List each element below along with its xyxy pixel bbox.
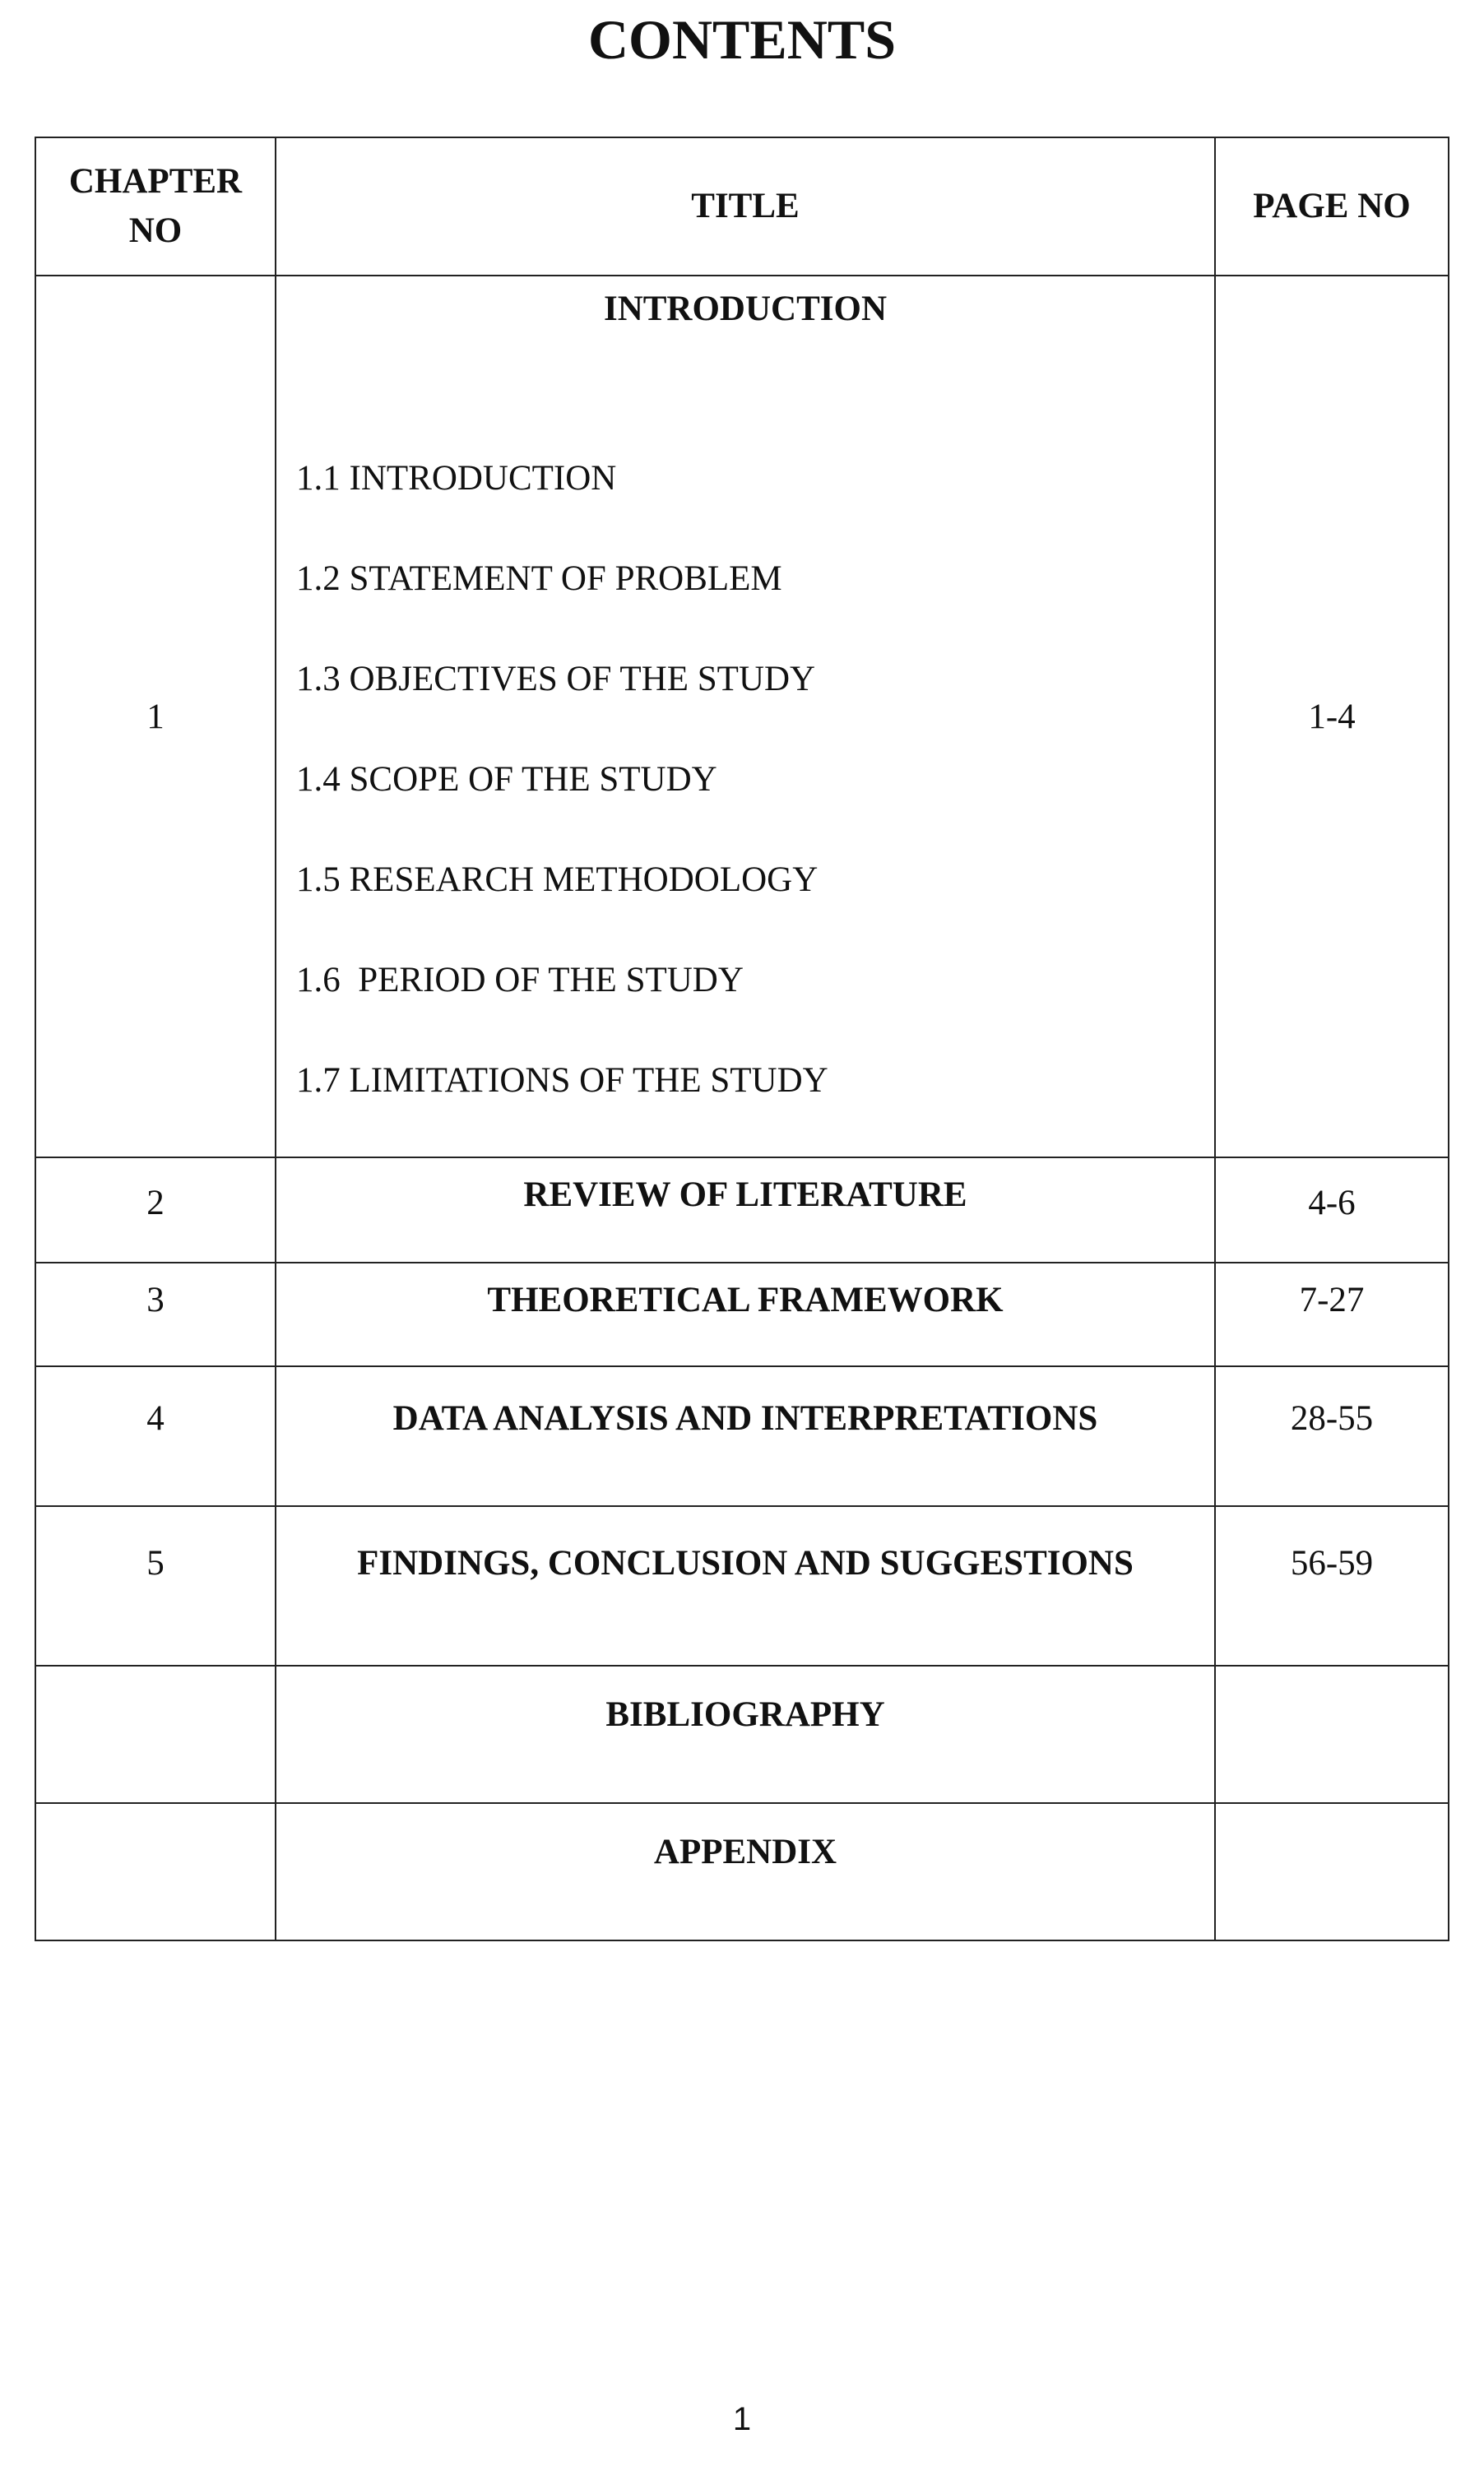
header-page-no: PAGE NO — [1215, 137, 1449, 276]
table-row — [35, 1803, 1449, 1940]
page-range — [1215, 1803, 1449, 1940]
header-title: TITLE — [276, 137, 1215, 276]
section-item: 1.1 INTRODUCTION — [296, 459, 617, 498]
section-item: 1.2 STATEMENT OF PROBLEM — [296, 559, 782, 598]
page-range — [1215, 1666, 1449, 1803]
table-row — [35, 1506, 1449, 1666]
chapter-title: REVIEW OF LITERATURE — [276, 1157, 1215, 1263]
chapter-title: INTRODUCTION — [603, 290, 888, 328]
contents-table — [35, 137, 1449, 1941]
table-row — [35, 1263, 1449, 1366]
page-number: 1 — [732, 2401, 752, 2437]
chapter-number: 1 — [35, 276, 276, 1157]
page-range: 4-6 — [1215, 1157, 1449, 1263]
chapter-number: 4 — [35, 1366, 276, 1506]
chapter-title: DATA ANALYSIS AND INTERPRETATIONS — [276, 1366, 1215, 1506]
chapter-number: 3 — [35, 1263, 276, 1366]
chapter-number: 2 — [35, 1157, 276, 1263]
chapter-title: THEORETICAL FRAMEWORK — [276, 1263, 1215, 1366]
page-range: 28-55 — [1215, 1366, 1449, 1506]
page-range: 56-59 — [1215, 1506, 1449, 1666]
section-item: 1.7 LIMITATIONS OF THE STUDY — [296, 1061, 828, 1100]
chapter-title: BIBLIOGRAPHY — [276, 1666, 1215, 1803]
chapter-number — [35, 1666, 276, 1803]
page-range: 7-27 — [1215, 1263, 1449, 1366]
chapter-number: 5 — [35, 1506, 276, 1666]
chapter-number — [35, 1803, 276, 1940]
table-row — [35, 1157, 1449, 1263]
header-chapter-no: CHAPTER NO — [35, 137, 276, 276]
section-item: 1.6 PERIOD OF THE STUDY — [296, 961, 744, 999]
section-item: 1.3 OBJECTIVES OF THE STUDY — [296, 660, 816, 698]
table-header-row — [35, 137, 1449, 276]
chapter-title-cell — [276, 276, 1215, 1157]
chapter-title: FINDINGS, CONCLUSION AND SUGGESTIONS — [276, 1506, 1215, 1666]
page-range: 1-4 — [1215, 276, 1449, 1157]
chapter-title: APPENDIX — [276, 1803, 1215, 1940]
table-row — [35, 276, 1449, 1157]
table-row — [35, 1366, 1449, 1506]
table-row — [35, 1666, 1449, 1803]
section-item: 1.4 SCOPE OF THE STUDY — [296, 760, 717, 799]
section-list — [276, 454, 1214, 1157]
page-title: CONTENTS — [587, 8, 897, 71]
section-item: 1.5 RESEARCH METHODOLOGY — [296, 860, 819, 899]
